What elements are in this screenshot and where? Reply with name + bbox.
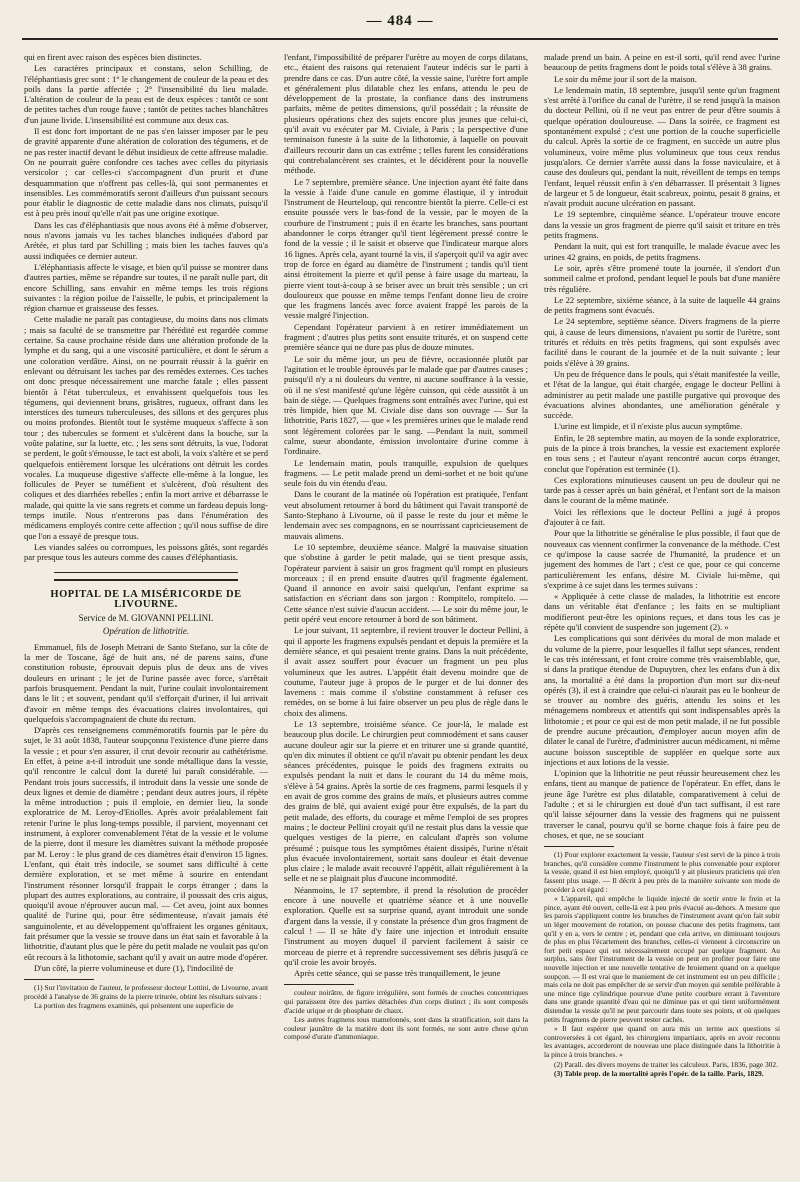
paragraph: Dans le courant de la matinée où l'opération est pratiquée, l'enfant veut absolument retourner à bord du bâtiment qui l'avait transporté de Santo-Stephano à Livourne, où il passe le reste du jour et même le lendemain avec ses compagnons, en se nourrissant capricieusement de mauvais alimens. bbox=[284, 489, 528, 541]
column-middle bbox=[284, 52, 528, 1162]
service-line: Service de M. GIOVANNI PELLINI. bbox=[78, 613, 214, 624]
footnote: (1) Sur l'invitation de l'auteur, le professeur docteur Lottini, de Livourne, avant procédé à l'analyse de 36 grains de la pierre triturée, obtint les résultats suivans : bbox=[24, 983, 268, 1001]
paragraph: Le 19 septembre, cinquième séance. L'opérateur trouve encore dans la vessie un gros fragment de pierre qu'il saisit et triture en très petits fragmens. bbox=[544, 209, 780, 241]
paragraph: Voici les réflexions que le docteur Pellini a jugé à propos d'ajouter à ce fait. bbox=[544, 506, 780, 528]
paragraph: Le 7 septembre, première séance. Une injection ayant été faite dans la vessie à l'aide d'une canule en gomme élastique, il y introduit l'instrument de Heurteloup, qui rencontre bientôt la pierre. Celle-ci est ensuite poussée vers le bas-fond de la vessie, par le moyen de la courbure de l'instrument ; puis il en écarte les branches, sans pourtant abandonner le corps étranger qu'il tient légèrement pressé contre le fond de la vessie ; il le saisit et observe que l'indicateur marque alors 16 lignes. Après cela, ayant tourné la vis, il s'aperçoit qu'il va agir avec trop de force en égard au diamètre de l'instrument ; tandis qu'il tient ainsi étroitement la pierre et qu'il pense à faire usage du marteau, la pierre vient tout-à-coup à se briser avec un bruit très sensible ; un cri douloureux que pousse en même temps l'enfant donne lieu de croire que les fragmens lancés avec force avaient frappé les parois de la vessie malgré l'injection. bbox=[284, 176, 528, 321]
section-divider bbox=[54, 572, 238, 581]
paragraph: Ces explorations minutieuses causent un peu de douleur qui ne tarde pas à cesser après un bain général, et l'enfant sort de la maison dans le courant de la même matinée. bbox=[544, 474, 780, 506]
footnote: (2) Parall. des divers moyens de traiter les calculeux. Paris, 1836, page 302. bbox=[554, 1059, 778, 1069]
paragraph: l'enfant, l'impossibilité de préparer l'urètre au moyen de corps dilatans, etc., étaient des raisons qui retenaient l'auteur indécis sur le parti à prendre dans ce cas. D'un autre côté, la vessie saine, l'urètre fort ample et généralement plus dilatable chez les enfans, attendu le peu de développement de la prostate, la confiance dans des instrumens parfaits, même de petites dimensions, qu'il possédait ; la réussite de plusieurs opérations chez des sujets encore plus jeunes que celui-ci, qu'il avait vu exécuter par M. Civiale, à Paris ; la perspective d'une terminaison funeste à la suite de la lithotomie, à laquelle on pouvait d'ailleurs recourir dans un cas extrême ; telles furent les considérations qui contrebalancèrent ses craintes, et le décidèrent pour la nouvelle méthode. bbox=[284, 52, 528, 176]
footnote-rule bbox=[544, 846, 614, 847]
paragraph: Il est donc fort important de ne pas s'en laisser imposer par le peu de gravité apparente d'une altération de coloration des tégumens, et de ne pas rester inactif devant le début insidieux de cette affreuse maladie. On ne pourrait guère confondre ces taches avec celles du pityriasis versicolor ; car celles-ci s'accompagnent d'un prurit et d'une desquammation que n'offrent pas celles-là, qui sont permanentes et insensibles. Les commémoratifs seront d'ailleurs d'un puissant secours pour établir le diagnostic de cette maladie dans nos climats, puisqu'il est à peu près inouï qu'elle n'ait pas une origine exotique. bbox=[24, 126, 268, 219]
footnote: Les autres fragmens tous mamelonnés, sont dans la stratification, soit dans la couleur jaunâtre de la matière dont ils sont formés, ne sont autre chose qu'un composé d'urate d'ammoniaque. bbox=[284, 1015, 528, 1042]
paragraph: Le soir, après s'être promené toute la journée, il s'endort d'un sommeil calme et profond, pendant lequel le pouls bat d'une manière très régulière. bbox=[544, 262, 780, 294]
column-right bbox=[544, 52, 780, 1162]
paragraph: D'un côté, la pierre volumineuse et dure (1), l'indocilité de bbox=[34, 962, 234, 973]
paragraph: Le lendemain matin, pouls tranquille, expulsion de quelques fragmens. — Le petit malade prend un demi-sorbet et ne boit qu'une seule fois du vin étendu d'eau. bbox=[284, 457, 528, 489]
paragraph: Pendant la nuit, qui est fort tranquille, le malade évacue avec les urines 42 grains, en poids, de petits fragmens. bbox=[544, 241, 780, 262]
column-left bbox=[24, 52, 268, 1162]
paragraph: Le soir du même jour, un peu de fièvre, occasionnée plutôt par l'agitation et le trouble éprouvés par le malade que par d'autres causes ; puisqu'il n'y a ni douleurs du ventre, ni aucune souffrance à la vessie, où il ne s'est manifesté qu'une légère cuisson, qui cède aussitôt à un bain de siège. — Quelques fragmens sont entraînés avec l'urine, qui est très limpide, bien que M. Civiale dise dans son ouvrage — Sur la lithotritie, Paris 1827, — que « les premières urines que le malade rend sont légèrement colorées par le sang. —Pendant la nuit, sommeil calme, sueur abondante, émission involontaire d'urine comme à l'ordinaire. bbox=[284, 353, 528, 457]
paragraph: Pour que la lithotritie se généralise le plus possible, il faut que de nouveaux cas viennent confirmer la convenance de la méthode. C'est ce qu'impose la cause sacrée de l'humanité, la prudence et un jugement des hommes de l'art ; c'est ce que, pour ce qui concerne particulièrement les enfans, désire M. Civiale lui-même, qui s'exprime à ce sujet dans les termes suivans : bbox=[544, 528, 780, 590]
footnote-rule bbox=[284, 984, 354, 985]
section-title: HOPITAL DE LA MISÉRICORDE DE LIVOURNE. bbox=[50, 588, 242, 610]
paragraph: Cependant l'opérateur parvient à en retirer immédiatement un fragment ; d'autres plus petits sont ensuite triturés, et on suspend cette première séance qui ne dure pas plus de douze minutes. bbox=[284, 321, 528, 353]
paragraph: Cette maladie ne paraît pas contagieuse, du moins dans nos climats ; mais sa faculté de se transmettre par l'hérédité est regardée comme certaine. Sa cause prochaine réside dans une altération profonde de la lymphe et du sang, qui a une viscosité particulière, et dont le sérum a une coloration verdâtre. Ainsi, on ne pourrait réussir à la guérir en enlevant ou détruisant les taches par des remèdes externes. Ces taches ont donc presque nécessairement une marche fatale ; elles passent bientôt à l'état tuberculeux, et envahissent quelquefois tous les tégumens, qui deviennent bruns, grisâtres, rugueux, offrant dans les interstices des tumeurs tuberculeuses, des sillons et des gerçures plus ou moins profondes. Bientôt tout le système muqueux s'affecte à son tour ; des tubercules se forment et s'ulcèrent dans la bouche, sur la voûte palatine, sur la luette, etc. ; les sens sont détruits, la vue, l'odorat se perdent, le goût s'émousse, le tact est aboli, la voix s'altère et se perd quelquefois entièrement lorsque les ulcérations ont détruit les cordes vocales. La muqueuse digestive s'affecte elle-même à la longue, les follicules de Peyer se tuméfient et s'ulcèrent, d'où résultent des coliques et des diarrhées rebelles ; enfin la mort arrive et débarrasse le malade, qui quitte la vie sans regrets et comme un fardeau depuis long-temps inutile. Nous n'entrerons pas dans l'énumération des médicamens employés contre cette affection ; qu'il nous suffise de dire que l'on a essayé de presque tous. bbox=[24, 314, 268, 541]
paragraph: Après cette séance, qui se passe très tranquillement, le jeune bbox=[294, 968, 501, 979]
paragraph: L'opinion que la lithotritie ne peut réussir heureusement chez les enfans, tient au manque de patience de l'opérateur. En effet, dans le jeune âge l'urètre est plus dilatable, comparativement à celui de l'adulte ; et si le chirurgien est doué d'un tact suffisant, il est rare qu'il laisse séjourner dans la vessie des fragmens qui ne puissent traverser le canal, pourvu qu'il se borne chaque fois à faire peu de choses, et que, ne se souciant bbox=[544, 768, 780, 840]
paragraph: Le 22 septembre, sixième séance, à la suite de laquelle 44 grains de petits fragmens sont évacués. bbox=[544, 294, 780, 316]
paragraph: Le lendemain matin, 18 septembre, jusqu'il sente qu'un fragment s'est arrêté à l'orifice du canal de l'urètre, il se rend jusqu'à la maison du docteur Pellini, où il ne veut pas entrer de peur d'être soumis à quelque opération douloureuse. — Dans la soirée, ce fragment est spontanément expulsé ; c'est une portion de la couche superficielle du calcul. Après la sortie de ce fragment, en succède un autre plus volumineux, voire même plus volumineux que tous ceux rendus jusqu'alors. Ce dernier s'arrête aussi dans la fosse naviculaire, et à cause des douleurs qui, pendant la nuit, réveillent de temps en temps l'enfant, lequel réussit enfin à s'en débarrasser. Il présentait 3 lignes de largeur et 5 de longueur, était scabreux, pointu, pesait 8 grains, et n'avait produit aucune ulcération en passant. bbox=[544, 84, 780, 209]
paragraph: Le soir du même jour il sort de la maison. bbox=[554, 73, 697, 84]
paragraph: qui en firent avec raison des espèces bien distinctes. bbox=[24, 52, 202, 62]
footnote: couleur noirâtre, de figure irrégulière, sont formés de couches concentriques qui paraissent être des parties détachées d'un corps distinct ; ils sont composés d'acide urique et de phosphate de chaux. bbox=[284, 988, 528, 1015]
paragraph: Le 10 septembre, deuxième séance. Malgré la mauvaise situation que s'obstine à garder le petit malade, qui se tient presque assis, l'opérateur parvient à saisir un gros fragment qu'il rompt en plusieurs morceaux ; il en prend ensuite d'autres qu'il fragmente également. Quand il annonce en avoir saisi quelqu'un, l'enfant exprime sa satisfaction en s'écriant dans son jargon : Rompitelo, rompitelo. — Cette séance n'est suivie d'aucun accident. — Le soir du même jour, le petit opéré veut encore retourner à bord de son bâtiment. bbox=[284, 541, 528, 625]
page-number: — 484 — bbox=[366, 13, 434, 29]
footnote: (1) Pour explorer exactement la vessie, l'auteur s'est servi de la pince à trois branches, qu'il considère comme l'instrument le plus convenable pour explorer la vessie, quand il est bien employé, quoiqu'il y ait plusieurs praticiens qui n'en fassent plus usage. — Il décrit à peu près de la manière suivante son mode de procéder à cet égard : bbox=[544, 850, 780, 894]
footnote: La portion des fragmens examinés, qui présentent une superficie de bbox=[34, 1001, 234, 1011]
paragraph: Le jour suivant, 11 septembre, il revient trouver le docteur Pellini, à qui il apporte les fragmens expulsés pendant et depuis la première et la dernière séance, et qui pesaient trente grains. Dans la nuit précédente, il avait assez souffert pour évacuer un fragment un peu plus volumineux que les autres. L'appétit était devenu moindre que de coutume, l'auteur juge à propos de le purger et de lui donner des lavemens : mais comme il s'obstine constamment à refuser ces remèdes, on se borne à lui faire observer un peu plus de règle dans le choix des alimens. bbox=[284, 625, 528, 718]
footnote-rule bbox=[24, 979, 94, 980]
paragraph: « Appliquée à cette classe de malades, la lithotritie est encore dans un véritable état d'enfance ; les faits en se multipliant modifieront peut-être les opinions reçues, et dans tous les cas je répète qu'il convient de suspendre son jugement (2). » bbox=[544, 591, 780, 633]
paragraph: Emmanuel, fils de Joseph Metrani de Santo Stefano, sur la côte de la mer de Toscane, âgé de huit ans, né de parens sains, d'une constitution robuste, éprouvait depuis plus de deux ans de vives douleurs en urinant ; le jet de l'urine passée avec force, s'arrêtait parfois brusquement. Pendant la nuit, l'urine coulait involontairement dans le lit ; et souvent, pendant qu'il s'efforçait d'uriner, il lui arrivait d'avoir en même temps des évacuations claires involontaires, qui quelquefois s'accompagnaient de chute du rectum. bbox=[24, 641, 268, 724]
footnote: (3) Table prop. de la mortalité après l'opér. de la taille. Paris, 1829. bbox=[554, 1069, 764, 1079]
paragraph: Le 13 septembre, troisième séance. Ce jour-là, le malade est beaucoup plus docile. Le chirurgien peut commodément et sans causer aucune douleur agir sur la pierre et en triturer une si grande quantité, qu'en dix minutes il obtient ce qu'il n'avait pu obtenir pendant les deux séances précédentes, puisque le poids des fragmens extraits ou expulsés pendant la nuit et dans le courant du 14 du même mois, s'élève à 54 grains. Après la sortie de ces fragmens, parmi lesquels il y en avait de gros comme des grains de maïs, et plusieurs autres comme des grains de blé, qui avaient exigé pour être expulsés, de la part du petit malade, des efforts, du courage et même l'emploi de ses propres mains ; le docteur Pellini croyait qu'il ne restait plus dans la vessie que quelques vestiges de la pierre, en calculant d'après son volume présumé ; puisque tous les symptômes étaient dissipés, l'urine n'était plus évacuée involontairement, sortait sans douleur et était devenue plus claire ; le malade avait recouvré l'appétit, allait régulièrement à la selle et ne se plaignait plus d'aucune incommodité. bbox=[284, 719, 528, 884]
paragraph: Les complications qui sont dérivées du moral de mon malade et du volume de la pierre, pour lesquelles il fallut sept séances, rendent le cas très intéressant, et font croire comme très vraisemblable, que, si dans la pratique étendue de Dupuytren, chez les enfans d'un à dix ans, la mortalité a été dans la proportion d'un mort sur dix-neuf opérés (3), il est à craindre que celui-ci n'aurait pas eu le bonheur de se trouver au nombre des guéris, attendu les soins et les ménagemens nombreux et attentifs qui sont indispensables après la lithotomie ; et pour ce qui est de mon petit malade, il ne fut possible de prendre aucune précaution, d'employer aucun moyen afin de dilater le canal de l'urètre, d'administrer aucun médicament, ni même aucune boisson susceptible de suppléer en quelque sorte aux injections et aux lotions de la vessie. bbox=[544, 633, 780, 767]
paragraph: malade prend un bain. A peine en est-il sorti, qu'il rend avec l'urine beaucoup de petits fragmens dont le poids total s'élève à 38 grains. bbox=[544, 52, 780, 73]
paragraph: L'éléphantiasis affecte le visage, et bien qu'il puisse se montrer dans d'autres parties, même se répandre sur toutes, il ne paraît nulle part, dit encore Schilling, sans envahir en même temps les trois régions suivantes : la région poilue de l'aisselle, le pubis, et principalement la région charnue et graisseuse des fesses. bbox=[24, 261, 268, 314]
paragraph: Néanmoins, le 17 septembre, il prend la résolution de procéder encore à une nouvelle et quatrième séance et à une nouvelle exploration. Quelle est sa surprise quand, ayant introduit une sonde d'argent dans la vessie, il y constate la présence d'un gros fragment de calcul ! — Il se hâte d'y faire une injection et introduit ensuite l'instrument au moyen duquel il parvient facilement à saisir ce morceau de pierre et à reprendre successivement ses débris jusqu'à ce qu'il croie les avoir broyés. bbox=[284, 884, 528, 967]
paragraph: D'après ces renseignemens commémoratifs fournis par le père du sujet, le 31 août 1838, l'auteur soupçonna l'existence d'une pierre dans la vessie ; et pour s'en assurer, il crut devoir recourir au cathétérisme. En effet, à peine a-t-il introduit une sonde métallique dans la vessie, qu'il rencontre le calcul dont la dureté lui paraît considérable. — Pendant trois jours successifs, il introduit dans la vessie une sonde de deux lignes et demie de diamètre ; pendant deux autres jours, il répète la même introduction ; puis il emploie, en dernier lieu, la sonde exploratrice de M. Leroy-d'Etiolles. Après avoir préalablement fait retenir l'urine le plus long-temps possible, il parvient, moyennant cet instrument, à explorer convenablement l'état de la vessie et le volume de la pierre, dont il mesure les diamètres suivant la méthode proposée par M. Leroy : le plus grand de ces diamètres était d'environ 15 lignes. L'enfant, qui était très indocile, se soumet sans difficulté à cette dernière exploration, et se met même à sourire en entendant l'instrument résonner lorsqu'il frappait le corps étranger ; dans la plupart des autres explorations, au contraire, il poussait des cris aigus, quoiqu'il avoue n'éprouver aucun mal. — Cet aveu, joint aux bonnes qualité de l'urine qui, pour être sédimenteuse, n'avait jamais été sanguinolente, et au développement qu'offraient les organes génitaux, fait présumer que la vessie se trouve dans un état sain et favorable à la lithotritie, d'autant plus que le père du petit malade ne voulait pas qu'on eût recours à la lithotomie, sachant qu'il y avait un autre mode d'opérer. bbox=[24, 725, 268, 962]
footnote: » Il faut espérer que quand on aura mis un terme aux questions si controversées à cet égard, les chirurgiens impartiaux, après en avoir reconnu les avantages, accorderont de nouveau une place distinguée dans la lithotritie à la pince à trois branches. » bbox=[544, 1024, 780, 1059]
header-rule bbox=[22, 38, 778, 40]
paragraph: Le 24 septembre, septième séance. Divers fragmens de la pierre qui, à cause de leurs dimensions, n'avaient pu sortir de l'urètre, sont triturés et réduits en très petits fragmens, qui sont expulsés avec facilité dans le courant de la journée et de la nuit suivante ; leur poids s'élève à 39 grains. bbox=[544, 316, 780, 368]
paragraph: Les caractères principaux et constans, selon Schilling, de l'éléphantiasis grec sont : 1° le changement de couleur de la peau et des poils dans la partie affectée ; 2° l'insensibilité du lieu malade. L'altération de couleur de la peau est de deux espèces : tantôt ce sont de petites taches d'un rouge fauve ; tantôt de petites taches blanchâtres d'un jaune livide. L'insensibilité est commune aux deux cas. bbox=[24, 63, 268, 125]
paragraph: Les viandes salées ou corrompues, les poissons gâtés, sont regardés par presque tous les auteurs comme des causes d'éléphantiasis. bbox=[24, 541, 268, 563]
paragraph: L'urine est limpide, et il n'existe plus aucun symptôme. bbox=[554, 421, 743, 432]
paragraph: Dans les cas d'éléphantiasis que nous avons été à même d'observer, nous n'avons jamais vu les taches blanches indiquées d'abord par Arétée, et plus tard par Schilling ; mais bien les taches fauves qu'a aussi indiquées ce dernier auteur. bbox=[24, 219, 268, 261]
paragraph: Enfin, le 28 septembre matin, au moyen de la sonde exploratrice, puis de la pince à trois branches, la vessie est exactement explorée en tous sens ; et l'auteur n'ayant rencontré aucun corps étranger, conclut que l'opération est terminée (1). bbox=[544, 432, 780, 474]
paragraph: Un peu de fréquence dans le pouls, qui s'était manifestée la veille, et l'état de la langue, qui était chargée, engage le docteur Pellini à administrer au petit malade une pastille purgative qui provoque des évacuations alvines abondantes, une amélioration générale y succède. bbox=[544, 368, 780, 421]
footnote: « L'appareil, qui empêche le liquide injecté de sortir entre le frein et la pince, ayant été ouvert, celle-là est à peu près évacué au-dehors. A mesure que les parois s'appliquent contre les branches de l'instrument avant qu'on fait subir un léger mouvement de rotation, on pousse chacune des petits fragmens, tant qu'il y en a, vers le centre ; et, pendant que cela arrive, en diminuant toujours de plus en plus l'écartement des branches, celles-ci viennent à circonscrire un fort petit espace qui est nécessairement occupé par quelque fragment. Au surplus, sans ôter l'instrument de la vessie on peut en profiter pour faire une nouvelle injection et une nouvelle tentative de broiement quand on a quelque soupçon. — Il est vrai que le maniement de cet instrument est un peu difficile ; mais cela ne doit pas empêcher de se servir d'un moyen qui semble préférable à une mince tige cylindrique pourvue d'une petite courbure errant à l'aventure dans une grande quantité d'eau qui ne diminue pas et qui tient uniformément distendue la vessie qu'il ne peut parcourir dans toute ses points, et où quelques petits fragmens de pierre peuvent rester cachés. bbox=[544, 894, 780, 1024]
operation-title: Opération de lithotritie. bbox=[102, 626, 190, 637]
